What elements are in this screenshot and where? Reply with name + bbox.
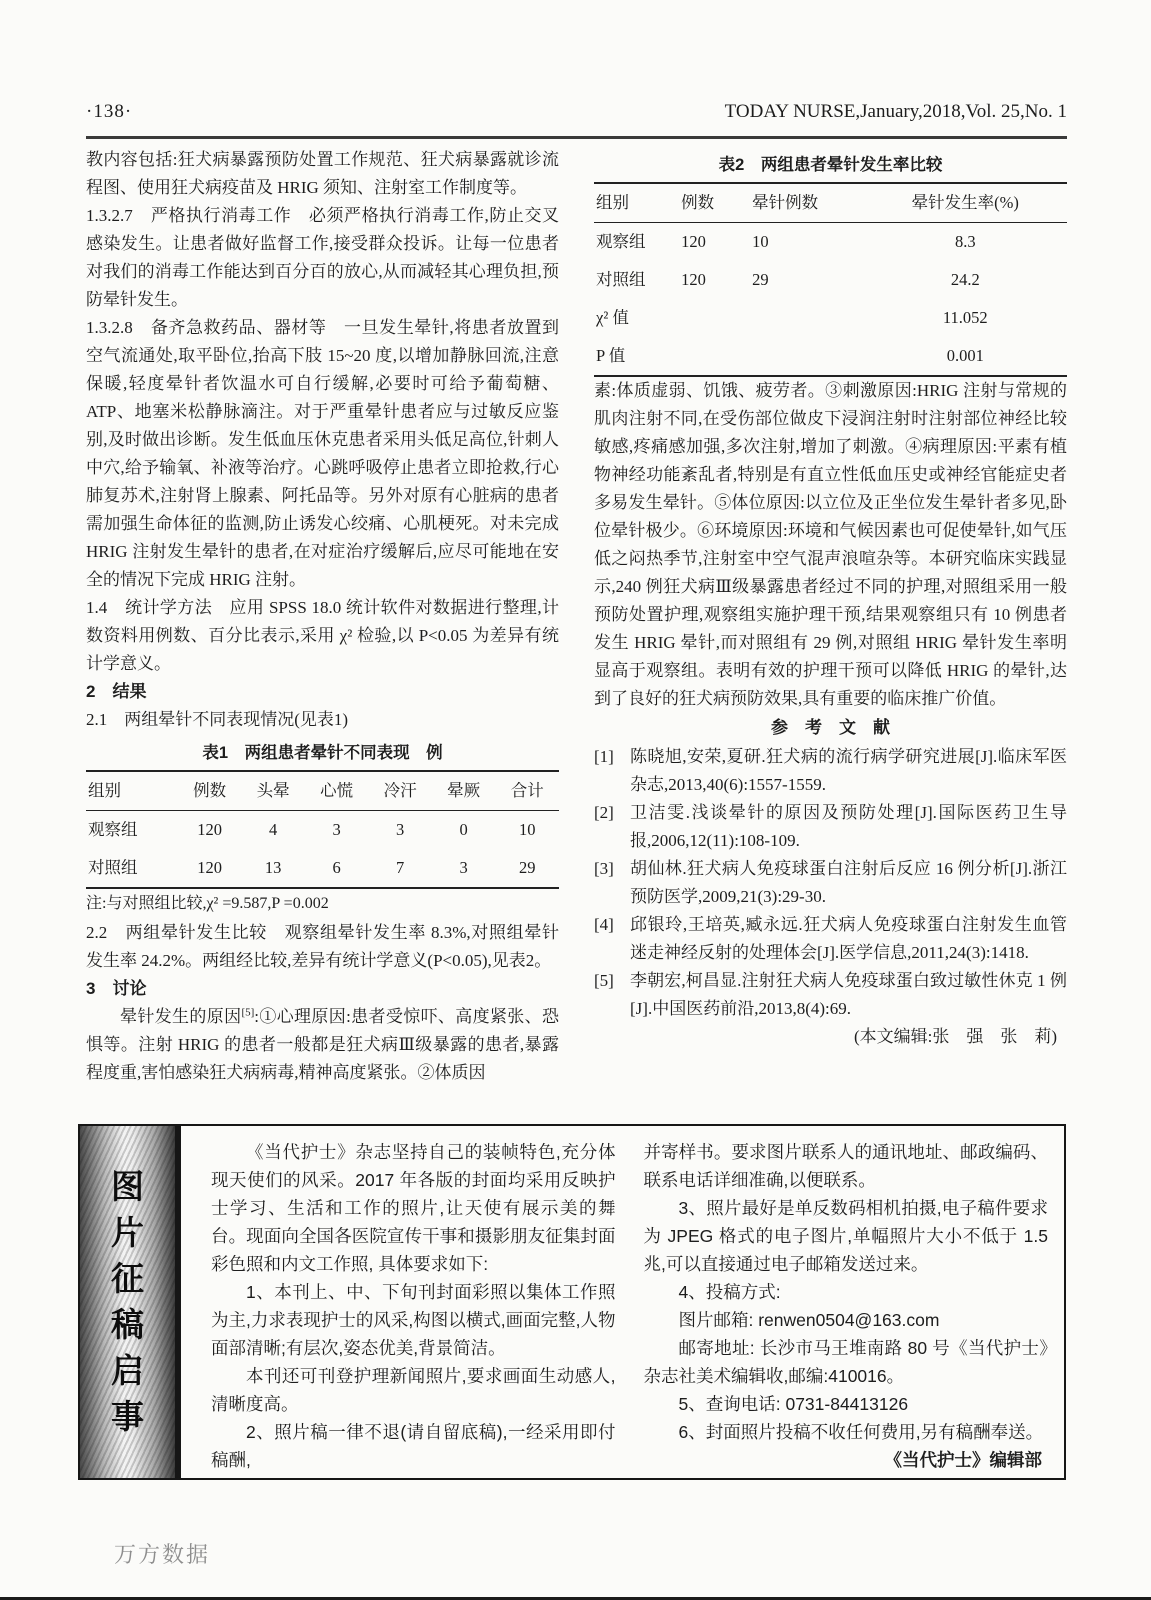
table1-row (86, 811, 559, 850)
editor-note: (本文编辑:张 强 张 莉) (853, 1027, 1057, 1046)
vertical-title-char: 事 (111, 1398, 144, 1435)
table2-row (594, 223, 1067, 262)
table2-cell: 对照组 (596, 270, 646, 289)
notice-paragraph: 本刊还可刊登护理新闻照片,要求画面生动感人,清晰度高。 (211, 1366, 616, 1414)
table1 (86, 770, 559, 889)
table1-header-cell: 合计 (495, 771, 559, 811)
table1-header-cell: 例数 (178, 771, 242, 811)
line-2-1: 2.1 两组晕针不同表现情况(见表1) (86, 710, 349, 729)
vertical-title-char: 启 (111, 1352, 144, 1389)
table2-header-cell: 晕针发生率(%) (864, 183, 1067, 223)
reference-list (594, 743, 1067, 1023)
table1-caption: 表1 两组患者晕针不同表现 例 (202, 744, 443, 762)
table1-cell: 3 (396, 820, 405, 839)
table2-header-cell: 晕针例数 (750, 183, 864, 223)
left-column (86, 146, 559, 1118)
table2-cell: 11.052 (942, 308, 988, 327)
reference-text: 卫洁雯.浅谈晕针的原因及预防处理[J].国际医药卫生导报,2006,12(11):108-109. (630, 803, 1067, 850)
table1-cell: 3 (332, 820, 341, 839)
notice-content (181, 1126, 1064, 1478)
table1-cell: 120 (197, 858, 222, 877)
table1-cell: 10 (518, 820, 536, 839)
table1-cell: 120 (197, 820, 222, 839)
reference-item (594, 911, 1067, 967)
paragraph-discussion-continued: 素:体质虚弱、饥饿、疲劳者。③刺激原因:HRIG 注射与常规的肌肉注射不同,在受伤部位做皮下浸润注射时注射部位神经比较敏感,疼痛感加强,多次注射,增加了刺激。④病理原因:平素有植物神经功能紊乱者,特别是有直立性低血压史或神经官能症史者多易发生晕针。⑤体位原因:以立位及正坐位发生晕针者多见,卧位晕针极少。⑥环境原因:环境和气候因素也可促使晕针,如气压低之闷热季节,注射室中空气混声浪喧杂等。本研究临床实践显示,240 例狂犬病Ⅲ级暴露患者经过不同的护理,对照组采用一般预防处置护理,观察组实施护理干预,结果观察组只有 10 例患者发生 HRIG 晕针,而对照组有 29 例,对照组 HRIG 晕针发生率明显高于观察组。表明有效的护理干预可以降低 HRIG 的晕针,达到了良好的狂犬病预防效果,具有重要的临床推广价值。 (594, 381, 1067, 708)
table1-cell: 6 (332, 858, 341, 877)
paragraph-1-3-2-7: 1.3.2.7 严格执行消毒工作 必须严格执行消毒工作,防止交叉感染发生。让患者做好监督工作,接受群众投诉。让每一位患者对我们的消毒工作能达到百分百的放心,从而减轻其心理负担,预防晕针发生。 (86, 206, 559, 309)
reference-label: [3] (594, 859, 614, 878)
notice-paragraph: 2、照片稿一律不退(请自留底稿),一经采用即付稿酬, (211, 1422, 616, 1470)
vertical-title-char: 稿 (111, 1306, 144, 1343)
table1-header-cell: 冷汗 (368, 771, 432, 811)
table2 (594, 182, 1067, 377)
notice-paragraph: 3、照片最好是单反数码相机拍摄,电子稿件要求为 JPEG 格式的电子图片,单幅照片大小不低于 1.5 兆,可以直接通过电子邮箱发送过来。 (643, 1198, 1048, 1274)
table1-header-row (86, 771, 559, 811)
table1-cell: 对照组 (88, 858, 138, 877)
discussion-text-after: :①心理原因:患者受惊吓、高度紧张、恐惧等。注射 HRIG 的患者一般都是狂犬病Ⅲ级暴露的患者,暴露程度重,害怕感染狂犬病病毒,精神高度紧张。②体质因 (86, 1007, 560, 1082)
reference-item (594, 799, 1067, 855)
table2-cell (750, 337, 864, 376)
table2-cell: 120 (681, 232, 706, 251)
vertical-title-char: 征 (111, 1260, 144, 1297)
table2-cell: 29 (752, 270, 769, 289)
table2-header-row (594, 183, 1067, 223)
table2-cell: 120 (681, 270, 706, 289)
article-body (86, 146, 1067, 1118)
notice-left-column (211, 1138, 616, 1470)
table1-cell: 4 (268, 820, 278, 839)
notice-paragraph: 图片邮箱: renwen0504@163.com (678, 1310, 940, 1330)
paragraph-1-4: 1.4 统计学方法 应用 SPSS 18.0 统计软件对数据进行整理,计数资料用例数、百分比表示,采用 χ² 检验,以 P<0.05 为差异有统计学意义。 (86, 598, 559, 673)
notice-paragraph: 1、本刊上、中、下旬刊封面彩照以集体工作照为主,力求表现护士的风采,构图以横式,画面完整,人物面部清晰;有层次,姿态优美,背景简洁。 (211, 1282, 616, 1358)
photo-solicitation-notice (78, 1124, 1066, 1480)
citation-superscript: [5] (241, 1006, 255, 1019)
reference-item (594, 743, 1067, 799)
notice-paragraph: 6、封面照片投稿不收任何费用,另有稿酬奉送。 (678, 1422, 1044, 1442)
references-heading: 参 考 文 献 (771, 718, 890, 737)
reference-text: 胡仙林.狂犬病人免疫球蛋白注射后反应 16 例分析[J].浙江预防医学,2009,21(3):29-30. (630, 859, 1067, 906)
table2-cell: 0.001 (946, 346, 984, 365)
reference-text: 邱银玲,王培英,臧永远.狂犬病人免疫球蛋白注射发生血管迷走神经反射的处理体会[J].医学信息,2011,24(3):1418. (630, 915, 1067, 962)
vertical-title-char: 图 (111, 1168, 144, 1205)
reference-label: [1] (594, 747, 614, 766)
table1-cell: 观察组 (88, 820, 138, 839)
heading-discussion: 3 讨论 (86, 979, 147, 998)
table2-cell: 观察组 (596, 232, 646, 251)
reference-text: 李朝宏,柯昌显.注射狂犬病人免疫球蛋白致过敏性休克 1 例[J].中国医药前沿,2013,8(4):69. (630, 971, 1067, 1018)
table2-row (594, 337, 1067, 376)
table2-cell (679, 337, 750, 376)
reference-label: [4] (594, 915, 614, 934)
notice-paragraph: 邮寄地址: 长沙市马王堆南路 80 号《当代护士》杂志社美术编辑收,邮编:410016。 (643, 1338, 1048, 1386)
table2-cell: 24.2 (950, 270, 980, 289)
table2-cell: P 值 (596, 346, 626, 365)
table1-note: 注:与对照组比较,χ² =9.587,P =0.002 (86, 895, 329, 912)
notice-paragraph: 《当代护士》杂志坚持自己的装帧特色,充分体现天使们的风采。2017 年各版的封面均采用反映护士学习、生活和工作的照片,让天使有展示美的舞台。现面向全国各医院宣传干事和摄影朋友征集封面彩色照和内文工作照, 具体要求如下: (211, 1142, 616, 1274)
page-number: ·138· (86, 101, 133, 122)
table2-row (594, 299, 1067, 337)
paragraph-intro: 教内容包括:狂犬病暴露预防处置工作规范、狂犬病暴露就诊流程图、使用狂犬病疫苗及 HRIG 须知、注射室工作制度等。 (86, 150, 559, 197)
table1-block (86, 740, 559, 919)
paragraph-1-3-2-8: 1.3.2.8 备齐急救药品、器材等 一旦发生晕针,将患者放置到空气流通处,取平卧位,抬高下肢 15~20 度,以增加静脉回流,注意保暖,轻度晕针者饮温水可自行缓解,必要时可给予葡萄糖、ATP、地塞米松静脉滴注。对于严重晕针患者应与过敏反应鉴别,及时做出诊断。发生低血压休克患者采用头低足高位,针刺人中穴,给予输氧、补液等治疗。心跳呼吸停止患者立即抢救,行心肺复苏术,注射肾上腺素、阿托品等。另外对原有心脏病的患者需加强生命体征的监测,防止诱发心绞痛、心肌梗死。对未完成 HRIG 注射发生晕针的患者,在对症治疗缓解后,应尽可能地在安全的情况下完成 HRIG 注射。 (86, 318, 559, 589)
table2-cell: 10 (752, 232, 769, 251)
table2-cell: χ² 值 (596, 308, 629, 327)
header-rule (86, 136, 1067, 139)
notice-paragraph: 并寄样书。要求图片联系人的通讯地址、邮政编码、联系电话详细准确,以便联系。 (643, 1142, 1048, 1190)
table2-cell (679, 299, 750, 337)
table1-header-cell: 心慌 (305, 771, 369, 811)
vertical-title-char: 片 (111, 1214, 144, 1251)
table1-header-cell: 晕厥 (432, 771, 496, 811)
table1-header-cell: 组别 (86, 771, 178, 811)
table1-row (86, 849, 559, 888)
table1-cell: 13 (264, 858, 282, 877)
right-column (594, 146, 1067, 1118)
table2-cell: 8.3 (954, 232, 976, 251)
reference-item (594, 855, 1067, 911)
table2-cell (750, 299, 864, 337)
heading-results: 2 结果 (86, 682, 147, 701)
table2-header-cell: 例数 (679, 183, 750, 223)
reference-item (594, 967, 1067, 1023)
notice-vertical-title (80, 1126, 181, 1478)
page-header (86, 101, 1067, 123)
table2-block (594, 152, 1067, 377)
reference-text: 陈晓旭,安荣,夏研.狂犬病的流行病学研究进展[J].临床军医杂志,2013,40(6):1557-1559. (630, 747, 1067, 794)
notice-right-column (644, 1138, 1049, 1470)
notice-paragraph: 5、查询电话: 0731-84413126 (678, 1394, 909, 1414)
table1-cell: 3 (459, 858, 468, 877)
table2-caption: 表2 两组患者晕针发生率比较 (718, 156, 943, 174)
table1-cell: 29 (518, 858, 536, 877)
notice-signature: 《当代护士》编辑部 (884, 1450, 1042, 1470)
notice-paragraph: 4、投稿方式: (678, 1282, 781, 1302)
table1-cell: 0 (459, 820, 468, 839)
paragraph-2-2: 2.2 两组晕针发生比较 观察组晕针发生率 8.3%,对照组晕针发生率 24.2%。两组经比较,差异有统计学意义(P<0.05),见表2。 (86, 923, 559, 970)
table1-cell: 7 (396, 858, 405, 877)
reference-label: [2] (594, 803, 614, 822)
wanfang-watermark: 万方数据 (114, 1542, 211, 1567)
table1-header-cell: 头晕 (241, 771, 305, 811)
journal-info: TODAY NURSE,January,2018,Vol. 25,No. 1 (724, 101, 1067, 122)
discussion-text-before: 晕针发生的原因 (120, 1007, 242, 1026)
table2-header-cell: 组别 (594, 183, 679, 223)
paragraph-discussion-intro (86, 1003, 559, 1087)
table2-row (594, 261, 1067, 299)
reference-label: [5] (594, 971, 614, 990)
